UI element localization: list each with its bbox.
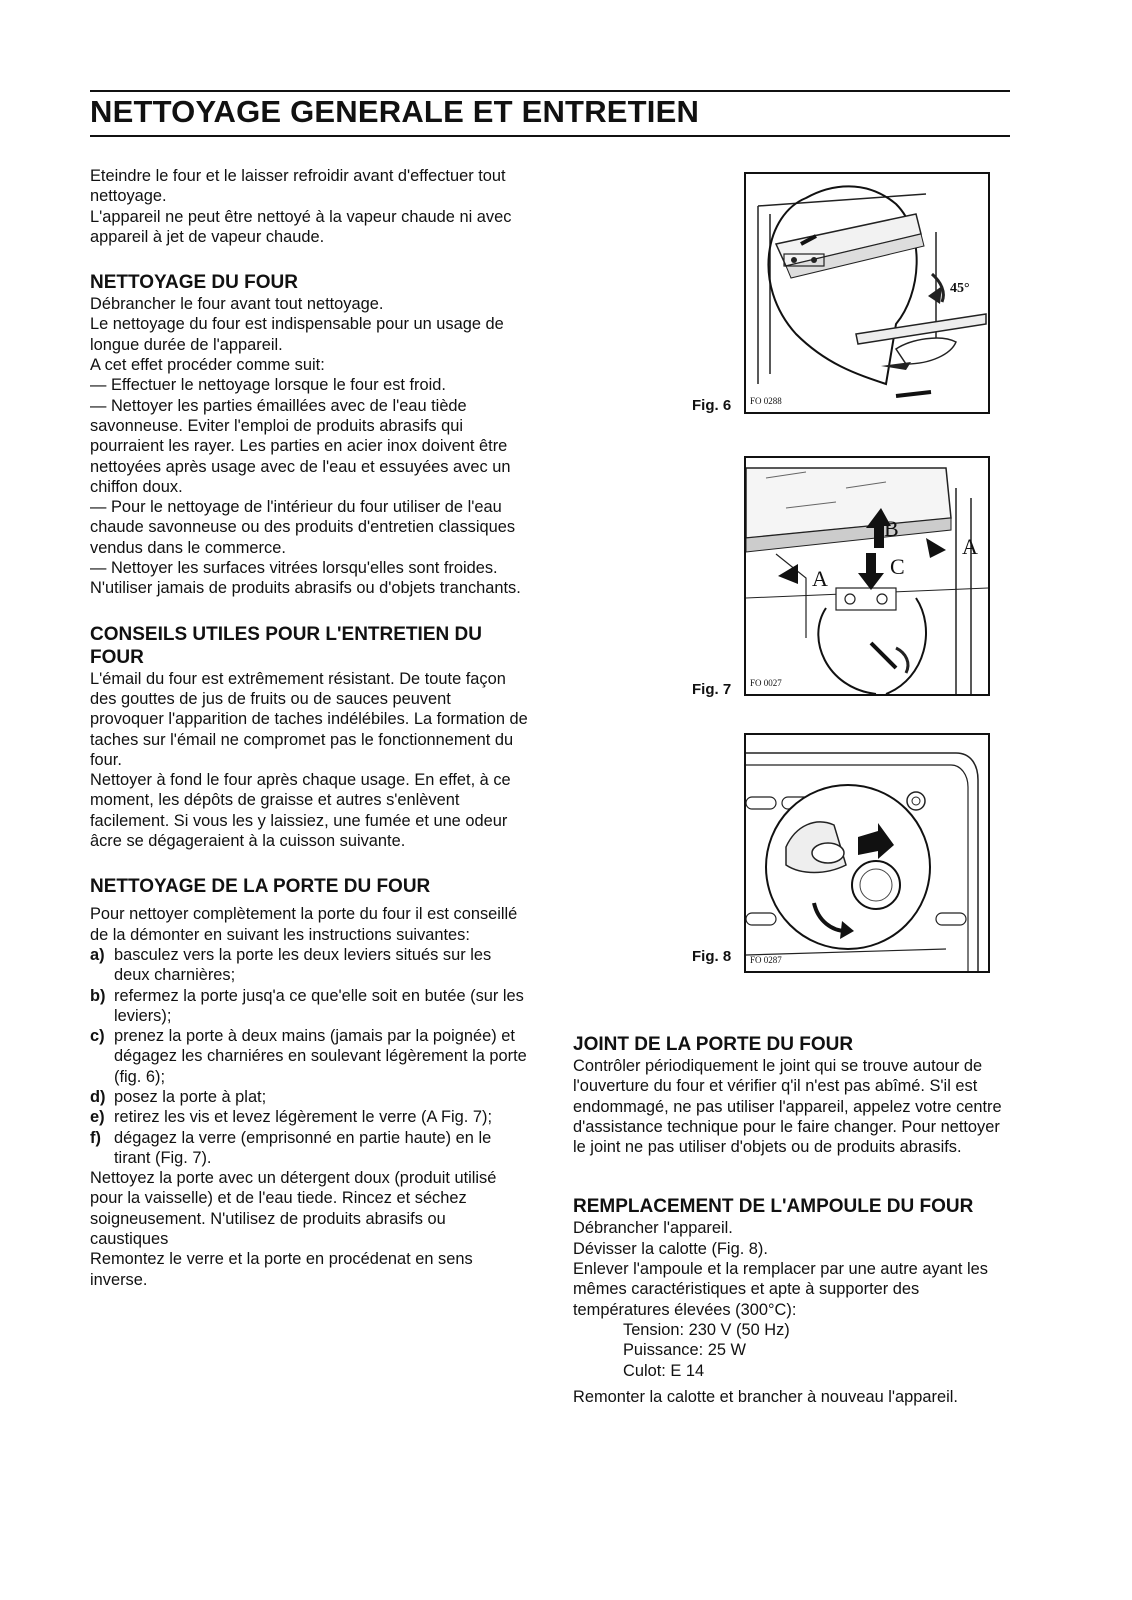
step-item xyxy=(90,1107,528,1127)
door-cleaning-after: Nettoyez la porte avec un détergent doux (produit utilisé pour la vaisselle) et de l'eau tiede. Rincez et séchez soigneusement. N'utilisez de produits abrasifs ou caustiques xyxy=(90,1169,497,1249)
intro-paragraph: Eteindre le four et le laisser refroidir avant d'effectuer tout nettoyage. xyxy=(90,167,506,206)
step-item xyxy=(90,945,528,986)
bulb-replacement-heading: REMPLACEMENT DE L'AMPOULE DU FOUR xyxy=(573,1196,974,1218)
step-item xyxy=(90,1087,528,1107)
marker-label: B xyxy=(884,516,899,541)
oven-cleaning-paragraph: Débrancher le four avant tout nettoyage. xyxy=(90,295,384,314)
spec-line: Puissance: 25 W xyxy=(623,1341,746,1360)
step-text: retirez les vis et levez légèrement le verre (A Fig. 7); xyxy=(114,1108,493,1127)
step-item xyxy=(90,1026,528,1087)
bulb-specs xyxy=(573,1320,1013,1381)
oven-cleaning-paragraph: Le nettoyage du four est indispensable pour un usage de longue durée de l'appareil. xyxy=(90,315,504,354)
right-column xyxy=(573,1033,1013,1407)
step-letter: c) xyxy=(90,1027,105,1046)
step-letter: e) xyxy=(90,1108,105,1127)
glass-removal-illustration xyxy=(746,458,988,694)
fig-8-code: FO 0287 xyxy=(750,955,782,965)
bulb-paragraph: Dévisser la calotte (Fig. 8). xyxy=(573,1239,768,1258)
angle-annotation: 45° xyxy=(950,281,970,296)
maintenance-tips-heading: CONSEILS UTILES POUR L'ENTRETIEN DU FOUR xyxy=(90,623,482,668)
step-letter: f) xyxy=(90,1128,101,1147)
door-seal-heading: JOINT DE LA PORTE DU FOUR xyxy=(573,1034,854,1055)
page-title: NETTOYAGE GENERALE ET ENTRETIEN xyxy=(90,94,700,129)
maintenance-tips-paragraph: Nettoyer à fond le four après chaque usage. En effet, à ce moment, les dépôts de graisse et autres s'enlèvent facilement. Si vous les y laissiez, une fumée et une odeur âcre se dégageraient à la cuisson suivante. xyxy=(90,771,511,851)
fig-6-label: Fig. 6 xyxy=(692,397,732,414)
marker-label: A xyxy=(812,566,828,591)
step-letter: b) xyxy=(90,986,106,1005)
door-seal-text: Contrôler périodiquement le joint qui se trouve autour de l'ouverture du four et vérifier q'il n'est pas abîmé. S'il est endommagé, ne pas utiliser l'appareil, appelez votre centre d'assistance technique pour le faire changer. Pour nettoyer le joint ne pas utiliser d'objets ou de produits abrasifs. xyxy=(573,1057,1002,1157)
door-cleaning-heading: NETTOYAGE DE LA PORTE DU FOUR xyxy=(90,876,431,898)
door-cleaning-intro: Pour nettoyer complètement la porte du four il est conseillé de la démonter en suivant les instructions suivantes: xyxy=(90,905,518,944)
left-column xyxy=(90,166,528,1290)
bulb-replacement-illustration xyxy=(746,735,988,971)
bulb-closing: Remonter la calotte et brancher à nouveau l'appareil. xyxy=(573,1387,958,1406)
figure-8 xyxy=(744,733,990,973)
oven-cleaning-paragraph: — Pour le nettoyage de l'intérieur du four utiliser de l'eau chaude savonneuse ou des produits d'entretien classiques vendus dans le commerce. xyxy=(90,498,516,557)
step-text: posez la porte à plat; xyxy=(114,1087,267,1106)
oven-cleaning-paragraph: A cet effet procéder comme suit: xyxy=(90,356,325,375)
step-text: refermez la porte jusq'a ce que'elle soit en butée (sur les leviers); xyxy=(114,986,524,1025)
oven-cleaning-paragraph: — Nettoyer les surfaces vitrées lorsqu'elles sont froides. N'utiliser jamais de produits abrasifs ou d'objets tranchants. xyxy=(90,559,521,598)
step-item xyxy=(90,986,528,1027)
intro-paragraph: L'appareil ne peut être nettoyé à la vapeur chaude ni avec appareil à jet de vapeur chaude. xyxy=(90,207,512,246)
bulb-paragraph: Débrancher l'appareil. xyxy=(573,1219,733,1238)
step-letter: a) xyxy=(90,945,105,964)
step-text: dégagez la verre (emprisonné en partie haute) en le tirant (Fig. 7). xyxy=(114,1128,492,1167)
fig-6-code: FO 0288 xyxy=(750,396,782,406)
step-letter: d) xyxy=(90,1087,106,1106)
marker-label: C xyxy=(890,554,905,579)
door-cleaning-steps xyxy=(90,945,528,1168)
door-removal-illustration xyxy=(746,174,988,412)
spec-line: Tension: 230 V (50 Hz) xyxy=(623,1320,790,1339)
oven-cleaning-heading: NETTOYAGE DU FOUR xyxy=(90,272,298,294)
top-rule xyxy=(90,90,1010,92)
bulb-paragraph: Enlever l'ampoule et la remplacer par une autre ayant les mêmes caractéristiques et apte à supporter des températures élevées (300°C): xyxy=(573,1260,988,1319)
figure-7 xyxy=(744,456,990,696)
step-text: basculez vers la porte les deux leviers situés sur les deux charnières; xyxy=(114,945,492,985)
step-text: prenez la porte à deux mains (jamais par la poignée) et dégagez les charniéres en soulevant légèrement la porte (fig. 6); xyxy=(114,1027,527,1086)
fig-7-label: Fig. 7 xyxy=(692,681,732,698)
marker-label: A xyxy=(962,534,978,559)
fig-7-code: FO 0027 xyxy=(750,678,782,688)
title-underline xyxy=(90,135,1010,137)
spec-line: Culot: E 14 xyxy=(623,1361,705,1380)
oven-cleaning-paragraph: — Effectuer le nettoyage lorsque le four est froid. xyxy=(90,376,446,395)
step-item xyxy=(90,1128,528,1169)
oven-cleaning-paragraph: — Nettoyer les parties émaillées avec de l'eau tiède savonneuse. Eviter l'emploi de produits abrasifs qui pourraient les rayer. Les parties en acier inox doivent être nettoyées après usage avec de l'eau et essuyées avec un chiffon doux. xyxy=(90,396,511,496)
maintenance-tips-paragraph: L'émail du four est extrêmement résistant. De toute façon des gouttes de jus de fruits ou de sauces peuvent provoquer l'apparition de taches indélébiles. La formation de taches sur l'émail ne compromet pas le fonctionnement du four. xyxy=(90,669,528,769)
fig-8-label: Fig. 8 xyxy=(692,948,732,965)
figure-6 xyxy=(744,172,990,414)
door-cleaning-after: Remontez le verre et la porte en procédenat en sens inverse. xyxy=(90,1250,473,1289)
